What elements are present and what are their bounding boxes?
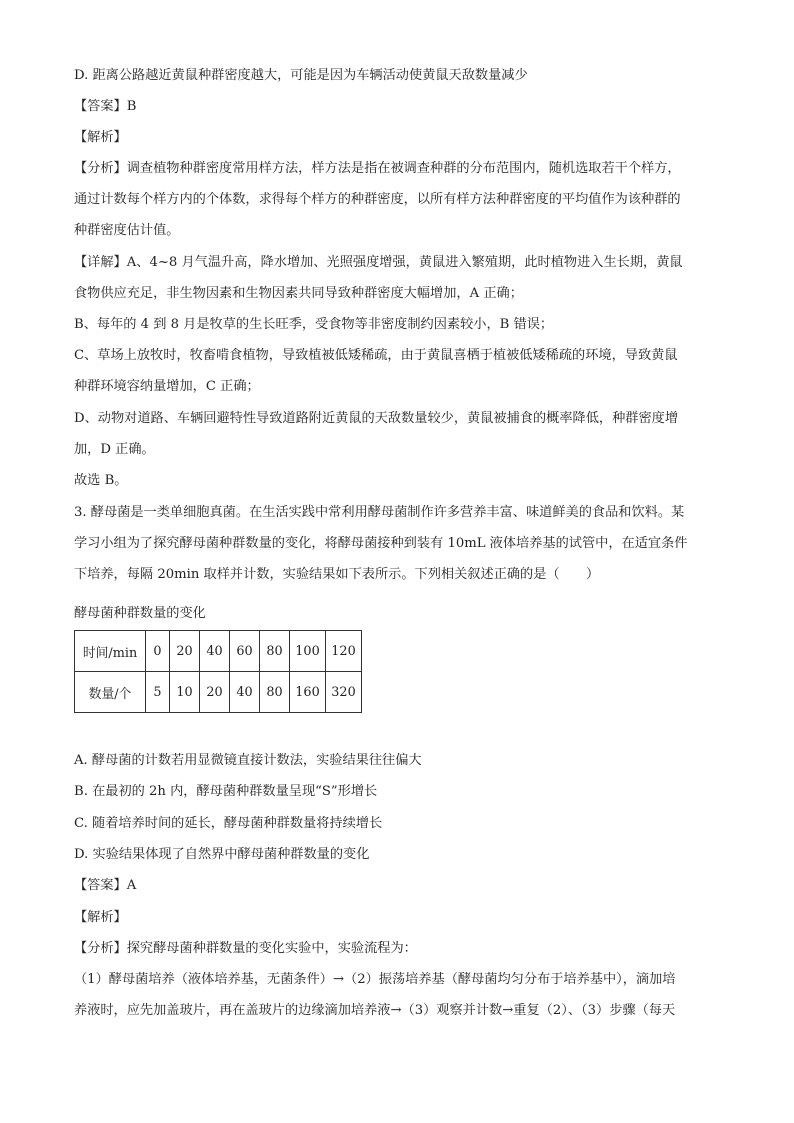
table-cell: 20 [200,672,230,713]
yeast-count-table [74,630,362,713]
q3-option-b: B. 在最初的 2h 内，酵母菌种群数量呈现“S”形增长 [74,784,378,799]
q3-option-a: A. 酵母菌的计数若用显微镜直接计数法，实验结果往往偏大 [74,753,422,768]
q3-answer: 【答案】A [74,878,137,893]
table-row [75,631,362,672]
prev-analysis-header: 【解析】 [74,130,127,145]
prev-detail-line: 故选 B。 [74,473,128,488]
q3-option-d: D. 实验结果体现了自然界中酵母菌种群数量的变化 [74,847,370,862]
table-row [75,672,362,713]
prev-analysis-line: 【分析】调查植物种群密度常用样方法，样方法是指在被调查种群的分布范围内，随机选取若干个样方， [74,161,681,176]
table-cell: 80 [260,631,290,672]
table-cell-header: 数量/个 [75,672,146,713]
q3-stem-line: 3. 酵母菌是一类单细胞真菌。在生活实践中常利用酵母菌制作许多营养丰富、味道鲜美的食品和饮料。某 [74,505,685,520]
table-cell: 10 [170,672,200,713]
q3-analysis-header: 【解析】 [74,910,127,925]
table-cell: 120 [326,631,362,672]
prev-option-d: D. 距离公路越近黄鼠种群密度越大，可能是因为车辆活动使黄鼠天敌数量减少 [74,68,528,83]
table-cell-header: 时间/min [75,631,146,672]
q3-option-c: C. 随着培养时间的延长，酵母菌种群数量将持续增长 [74,816,383,831]
table-cell: 100 [290,631,326,672]
table-cell: 160 [290,672,326,713]
prev-analysis-line: 种群密度估计值。 [74,223,180,238]
table-cell: 40 [200,631,230,672]
prev-detail-line: 加，D 正确。 [74,442,155,457]
table-cell: 60 [230,631,260,672]
prev-answer: 【答案】B [74,99,137,114]
prev-detail-line: 种群环境容纳量增加，C 正确； [74,379,260,394]
prev-analysis-line: 通过计数每个样方内的个体数，求得每个样方的种群密度，以所有样方法种群密度的平均值作为该种群的 [74,192,681,207]
table-cell: 5 [146,672,170,713]
prev-detail-line: B、每年的 4 到 8 月是牧草的生长旺季，受食物等非密度制约因素较小，B 错误； [74,317,554,332]
q3-stem-line: 下培养，每隔 20min 取样并计数，实验结果如下表所示。下列相关叙述正确的是（ ） [74,567,600,582]
table-title: 酵母菌种群数量的变化 [74,606,206,621]
prev-detail-line: 食物供应充足，非生物因素和生物因素共同导致种群密度大幅增加，A 正确； [74,286,523,301]
q3-analysis-line: （1）酵母菌培养（液体培养基，无菌条件）→（2）振荡培养基（酵母菌均匀分布于培养基中），滴加培 [74,972,676,987]
prev-detail-line: 【详解】A、4~8 月气温升高，降水增加、光照强度增强，黄鼠进入繁殖期，此时植物进入生长期，黄鼠 [74,255,683,270]
q3-analysis-line: 养液时，应先加盖玻片，再在盖玻片的边缘滴加培养液→（3）观察并计数→重复（2）、（3）步骤（每天 [74,1003,676,1018]
prev-detail-line: C、草场上放牧时，牧畜啃食植物，导致植被低矮稀疏，由于黄鼠喜栖于植被低矮稀疏的环境，导致黄鼠 [74,348,678,363]
q3-stem-line: 学习小组为了探究酵母菌种群数量的变化，将酵母菌接种到装有 10mL 液体培养基的试管中，在适宜条件 [74,536,688,551]
table-cell: 320 [326,672,362,713]
table-cell: 0 [146,631,170,672]
table-cell: 80 [260,672,290,713]
q3-analysis-line: 【分析】探究酵母菌种群数量的变化实验中，实验流程为： [74,941,417,956]
table-cell: 40 [230,672,260,713]
table-cell: 20 [170,631,200,672]
prev-detail-line: D、动物对道路、车辆回避特性导致道路附近黄鼠的天敌数量较少，黄鼠被捕食的概率降低，种群密度增 [74,411,679,426]
